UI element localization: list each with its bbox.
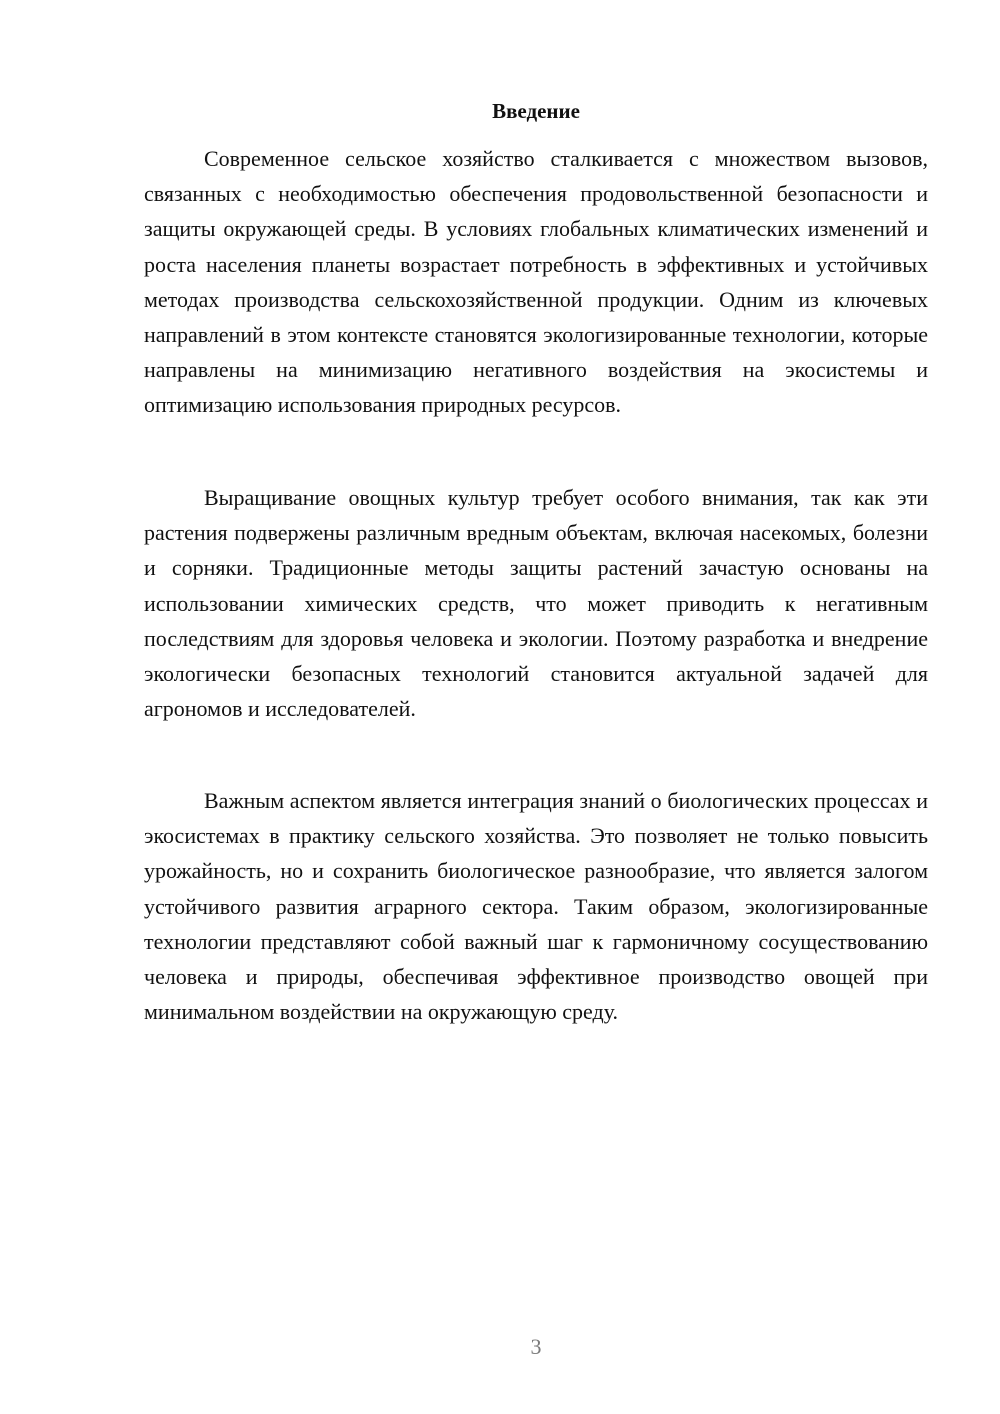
- paragraph-integration: Важным аспектом является интеграция знаний о биологических процессах и экосистемах в практику сельского хозяйства. Это позволяет не только повысить урожайность, но и сохранить биологическое разнообразие, что является залогом устойчивого развития аграрного сектора. Таким образом, экологизированные технологии представляют собой важный шаг к гармоничному сосуществованию человека и природы, обеспечивая эффективное производство овощей при минимальном воздействии на окружающую среду.: [144, 788, 928, 1025]
- paragraph-vegetables: Выращивание овощных культур требует особого внимания, так как эти растения подвержены различным вредным объектам, включая насекомых, болезни и сорняки. Традиционные методы защиты растений зачастую основаны на использовании химических средств, что может приводить к негативным последствиям для здоровья человека и экологии. Поэтому разработка и внедрение экологически безопасных технологий становится актуальной задачей для агрономов и исследователей.: [144, 485, 928, 722]
- section-heading: Введение: [492, 99, 580, 123]
- paragraph-intro: Современное сельское хозяйство сталкивается с множеством вызовов, связанных с необходимостью обеспечения продовольственной безопасности и защиты окружающей среды. В условиях глобальных климатических изменений и роста населения планеты возрастает потребность в эффективных и устойчивых методах производства сельскохозяйственной продукции. Одним из ключевых направлений в этом контексте становятся экологизированные технологии, которые направлены на минимизацию негативного воздействия на экосистемы и оптимизацию использования природных ресурсов.: [144, 146, 928, 418]
- page-number: 3: [530, 1334, 542, 1359]
